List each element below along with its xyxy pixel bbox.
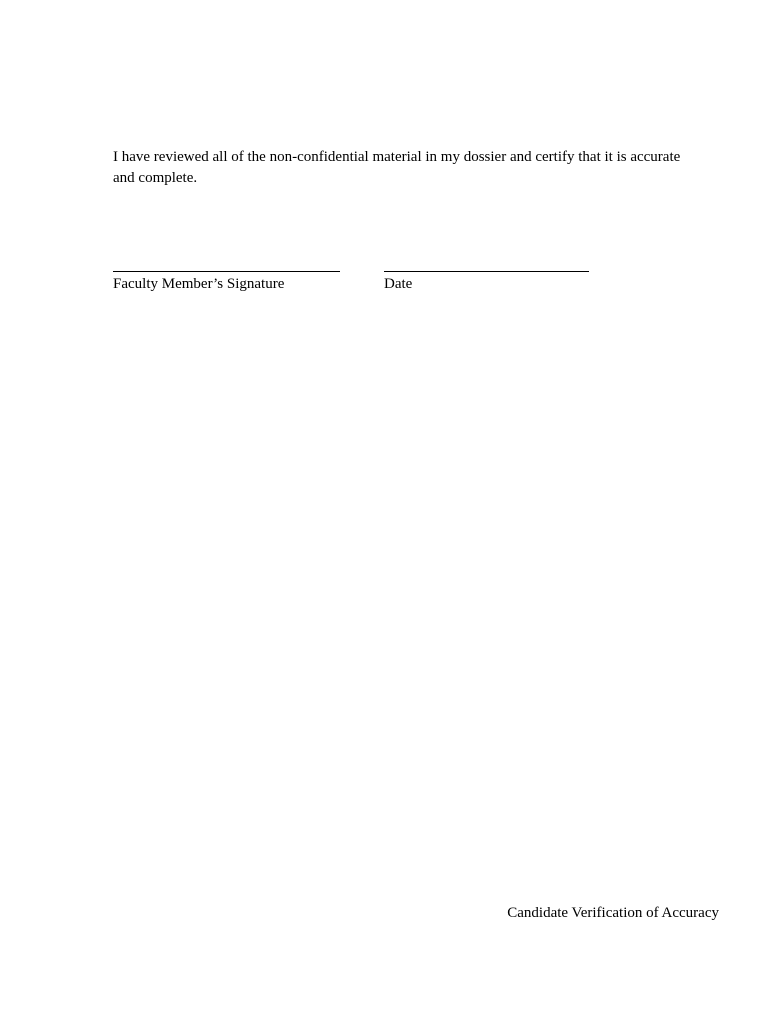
date-field: [384, 271, 589, 293]
document-footer-title: Candidate Verification of Accuracy: [507, 905, 719, 921]
date-line[interactable]: [384, 271, 589, 272]
certification-statement: I have reviewed all of the non-confidential material in my dossier and certify that it is accurate and complete.: [113, 149, 681, 186]
signature-line[interactable]: [113, 271, 340, 272]
signature-label: Faculty Member’s Signature: [113, 276, 285, 292]
date-label: Date: [384, 276, 413, 292]
signature-field: [113, 271, 340, 293]
